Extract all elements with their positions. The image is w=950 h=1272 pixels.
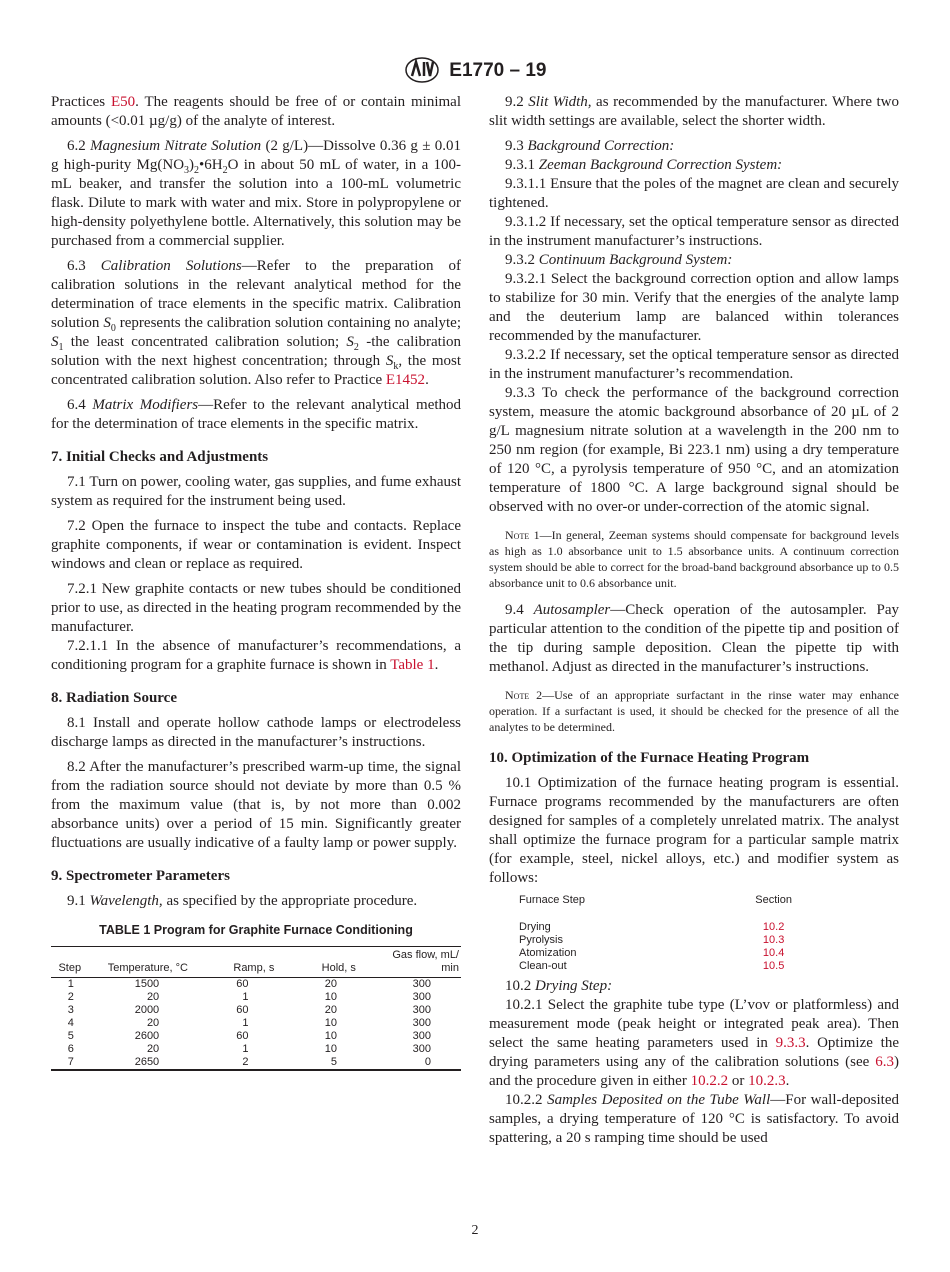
text-segment: . [425,372,429,388]
text-segment: 2 [194,165,200,176]
text-segment: 9.4 [505,602,534,618]
column-header: Gas flow, mL/ min [377,947,461,978]
table-cell: 300 [412,978,431,990]
cross-reference-link[interactable]: Table 1 [390,657,435,673]
paragraph [489,346,899,384]
paragraph [489,93,899,131]
text-segment: . The reagents should be free of or contain minimal amounts (<0.01 µg/g) of the analyte of interest. [51,94,461,129]
text-segment: 8.2 After the manufacturer’s prescribed warm-up time, the signal from the radiation source should not deviate by more than 0.5 % from the maximum value (that is, by not more than 0.002 absorbance units) over a period of 15 min. Significantly greater fluctuations are usually indicative of a faulty lamp or power supply. [51,759,461,851]
section-heading [51,867,461,886]
table-cell: 60 [236,1030,249,1042]
paragraph [489,213,899,251]
table-1 [51,946,461,1071]
right-column [489,93,899,1148]
cross-reference-link[interactable]: 9.3.3 [775,1035,806,1051]
text-segment: . Optimize the drying parameters using any of the calibration solutions (see [489,1035,899,1070]
table-cell: 300 [412,1030,431,1042]
text-segment: O in about 50 mL of water, in a 100-mL beaker, and transfer the solution into a 100-mL volumetric flask. Dilute to mark with water and mix. Store in polypropylene or high-density polyethylene bottle. Alternatively, this solution may be purchased from a commercial supplier. [51,157,461,249]
table-cell: 10 [324,991,337,1003]
table-cell: 300 [412,991,431,1003]
text-segment: 9.3.1 [505,157,539,173]
text-segment: (2 g/L)—Dissolve 0.36 g ± 0.01 g high-purity Mg(NO [51,138,462,173]
column-header: Temperature, °C [89,947,208,978]
section-link[interactable]: 10.4 [762,947,785,959]
text-segment: 10.2 [505,978,535,994]
text-segment: the least concentrated calibration solution; [63,334,347,350]
paragraph [51,637,461,675]
furnace-step-row [519,947,829,960]
text-segment: 9.3.2.1 Select the background correction option and allow lamps to stabilize for 30 min. Verify that the energies of the analyte lamp and the deuterium lamp are balanced within tolerances recommended by the manufacturer. [489,271,899,344]
table-cell: 300 [412,1004,431,1016]
text-segment: 10. Optimization of the Furnace Heating Program [489,750,810,766]
table-cell: 60 [236,1004,249,1016]
text-segment: represents the calibration solution containing no analyte; [115,315,461,331]
text-segment: 7. Initial Checks and Adjustments [51,449,269,465]
text-segment: k [393,361,399,372]
text-segment: -the calibration solution with the next highest concentration; through [51,334,461,369]
text-segment: , the most concentrated calibration solution. Also refer to Practice [51,353,462,388]
text-segment: Slit Width, [528,94,592,110]
table-cell: 6 [67,1043,74,1055]
paragraph [489,774,899,888]
paragraph [51,93,461,131]
text-segment: 9. Spectrometer Parameters [51,868,230,884]
table-cell: 20 [146,991,160,1003]
table-row [51,1017,461,1030]
table-cell: 300 [412,1017,431,1029]
table-row [51,1030,461,1043]
column-header: Hold, s [301,947,377,978]
paragraph [51,517,461,574]
table-cell: 2600 [134,1030,160,1042]
section-header: Section [755,894,792,906]
text-segment: —Refer to the relevant analytical method for the determination of trace elements in the specific matrix. [51,397,462,432]
column-header: Step [51,947,89,978]
paragraph [51,396,461,434]
paragraph [51,580,461,637]
text-segment: 10.2.2 [505,1092,548,1108]
text-segment: S [103,315,111,331]
section-heading [489,749,899,768]
table-row [51,1056,461,1070]
table-cell: 5 [67,1030,74,1042]
furnace-step-row [519,960,829,973]
table-cell: 1 [242,1017,249,1029]
text-segment: 9.3.1.2 If necessary, set the optical temperature sensor as directed in the instrument manufacturer’s instructions. [489,214,899,249]
text-segment: Background Correction: [527,138,675,154]
table-cell: 20 [146,1043,160,1055]
text-segment: 6.4 [67,397,93,413]
furnace-step-name: Atomization [519,947,577,959]
cross-reference-link[interactable]: E1452 [385,372,426,388]
table-cell: 2650 [134,1056,160,1068]
paragraph [489,996,899,1091]
text-segment: 9.3.2 [505,252,539,268]
standard-designation: E1770 – 19 [449,59,547,81]
text-segment: —Check operation of the autosampler. Pay particular attention to the condition of the pipette tip and position of the tip during sample deposition. Clean the pipette tip with methanol. Adjust as directed in the manufacturer’s instructions. [489,602,899,675]
page-number: 2 [471,1223,479,1238]
table-cell: 20 [146,1017,160,1029]
paragraph [489,175,899,213]
text-segment: 7.2.1.1 In the absence of manufacturer’s recommendations, a conditioning program for a graphite furnace is shown in [51,638,461,673]
paragraph [489,384,899,517]
cross-reference-link[interactable]: 6.3 [875,1054,894,1070]
text-segment: •6H [199,157,223,173]
text-segment: Calibration Solutions [100,258,242,274]
text-segment: 3 [184,165,190,176]
table-1-caption: TABLE 1 Program for Graphite Furnace Conditioning [99,923,413,937]
left-column [51,93,461,1071]
text-segment: Note [505,688,530,702]
text-segment: 9.3.2.2 If necessary, set the optical temperature sensor as directed in the instrument manufacturer’s recommendation. [489,347,899,382]
text-segment: Wavelength, [89,893,163,909]
table-cell: 2 [67,991,74,1003]
table-cell: 10 [324,1030,337,1042]
table-row [51,978,461,992]
section-heading [51,448,461,467]
table-cell: 20 [324,1004,337,1016]
paragraph [489,601,899,677]
text-segment: 1—In general, Zeeman systems should compensate for background levels as high as 1.0 absorbance unit to 1.5 absorbance units. A continuum correction system should be able to correct for the broad-band background absorbance up to 0.5 absorbance unit to 0.6 absorbance unit. [489,528,899,590]
text-segment: 10.1 Optimization of the furnace heating program is essential. Furnace programs recommended by the manufacturers are often designed for samples of a completely unrelated matrix. The analyst shall optimize the furnace program for a particular sample matrix (for example, steel, nickel alloys, etc.) and modifier system as follows: [489,775,899,886]
table-cell: 10 [324,1043,337,1055]
table-row [51,1004,461,1017]
text-segment: 10.2.1 Select the graphite tube type (L’vov or platformless) and measurement mode (peak height or integrated peak area). Then select the same heating parameters used in [489,997,899,1051]
text-segment: Autosampler [533,602,611,618]
text-segment: —Refer to the preparation of calibration solutions in the relevant analytical method for the determination of trace elements in the specific matrix. Calibration solution [51,258,461,331]
cross-reference-link[interactable]: 10.2.3 [748,1073,786,1089]
text-segment: 9.3 [505,138,528,154]
furnace-step-name: Pyrolysis [519,934,564,946]
paragraph [489,270,899,346]
table-row [51,991,461,1004]
text-segment: 9.1 [67,893,90,909]
text-segment: 1 [58,342,64,353]
section-link[interactable]: 10.3 [762,934,785,946]
text-segment: 9.2 [505,94,529,110]
table-cell: 2 [242,1056,249,1068]
table-cell: 0 [424,1056,431,1068]
table-cell: 1500 [134,978,160,990]
text-segment: 7.1 Turn on power, cooling water, gas supplies, and fume exhaust system as required for the instrument being used. [51,474,461,509]
text-segment: ) [189,157,195,173]
text-segment: or [728,1073,749,1089]
furnace-step-name: Clean-out [519,960,567,972]
furnace-step-name: Drying [519,921,551,933]
paragraph [51,137,461,251]
table-cell: 4 [67,1017,74,1029]
text-segment: 7.2.1 New graphite contacts or new tubes should be conditioned prior to use, as directed in the heating program recommended by the manufacturer. [51,581,461,635]
furnace-step-row [519,934,829,947]
note-paragraph [489,527,899,591]
text-segment: 8. Radiation Source [51,690,177,706]
table-cell: 5 [330,1056,337,1068]
table-cell: 10 [324,1017,337,1029]
text-segment: 0 [110,323,116,334]
text-segment: 9.3.1.1 Ensure that the poles of the magnet are clean and securely tightened. [489,176,899,211]
section-link[interactable]: 10.2 [762,921,785,933]
text-segment: . [785,1073,790,1089]
paragraph [51,892,461,911]
text-segment: S [346,334,354,350]
text-segment: 2 [222,165,228,176]
text-segment: 7.2 Open the furnace to inspect the tube and contacts. Replace graphite components, if wear or contamination is evident. Inspect windows and clean or replace as required. [51,518,461,572]
text-segment: as specified by the appropriate procedure. [162,893,418,909]
text-segment: Matrix Modifiers [92,397,199,413]
text-segment: 9.3.3 To check the performance of the background correction system, measure the atomic background absorbance of 20 µL of 2 g/L magnesium nitrate solution at a wavelength in the 200 nm to 250 nm region (for example, Bi 223.1 nm) using a dry temperature of 120 °C, a pyrolysis temperature of 950 °C, and an atomization temperature of 1800 °C. A large background signal should be observed with no over-or under-correction of the atomic signal. [489,385,899,515]
paragraph [51,473,461,511]
table-cell: 7 [67,1056,74,1068]
furnace-step-table [519,894,829,973]
paragraph [51,714,461,752]
cross-reference-link[interactable]: 10.2.2 [690,1073,729,1089]
cross-reference-link[interactable]: E50 [110,94,136,110]
table-cell: 3 [67,1004,74,1016]
text-segment: Practices [51,94,111,110]
text-segment: Continuum Background System: [538,252,733,268]
paragraph [489,137,899,156]
paragraph [489,251,899,270]
text-segment: S [385,353,394,369]
text-segment: . [434,657,439,673]
table-cell: 1 [67,978,74,990]
paragraph [489,156,899,175]
text-segment: ) and the procedure given in either [489,1054,899,1089]
text-segment: 6.2 [67,138,91,154]
table-cell: 20 [324,978,337,990]
text-segment: Magnesium Nitrate Solution [90,138,262,154]
text-segment: Drying Step: [535,978,613,994]
table-row [51,1043,461,1056]
furnace-step-row [519,921,829,934]
text-segment: 6.3 [67,258,101,274]
text-segment: —For wall-deposited samples, a drying temperature of 120 °C is satisfactory. To avoid spattering, a 20 s ramping time should be used [489,1092,899,1146]
text-segment: 8.1 Install and operate hollow cathode lamps or electrodeless discharge lamps as directed in the manufacturer’s instructions. [51,715,461,750]
column-header: Ramp, s [207,947,300,978]
text-segment: Zeeman Background Correction System: [538,157,783,173]
table-cell: 60 [236,978,249,990]
paragraph [51,758,461,853]
paragraph [489,977,899,996]
paragraph [51,257,461,390]
furnace-step-header: Furnace Step [519,894,586,906]
section-link[interactable]: 10.5 [762,960,785,972]
astm-logo-icon [404,56,440,84]
note-paragraph [489,687,899,735]
text-segment: 2—Use of an appropriate surfactant in the rinse water may enhance operation. If a surfactant is used, it should be checked for the presence of all the analytes to be determined. [489,688,899,734]
text-segment: 2 [353,342,359,353]
table-cell: 1 [242,991,249,1003]
text-segment: Samples Deposited on the Tube Wall [547,1092,771,1108]
table-cell: 300 [412,1043,431,1055]
page-header [0,56,950,84]
paragraph [489,1091,899,1148]
text-segment: S [51,334,59,350]
text-segment: as recommended by the manufacturer. Where two slit width settings are available, select the shorter width. [489,94,899,129]
table-cell: 1 [242,1043,249,1055]
section-heading [51,689,461,708]
text-segment: Note [505,528,530,542]
table-cell: 2000 [134,1004,160,1016]
